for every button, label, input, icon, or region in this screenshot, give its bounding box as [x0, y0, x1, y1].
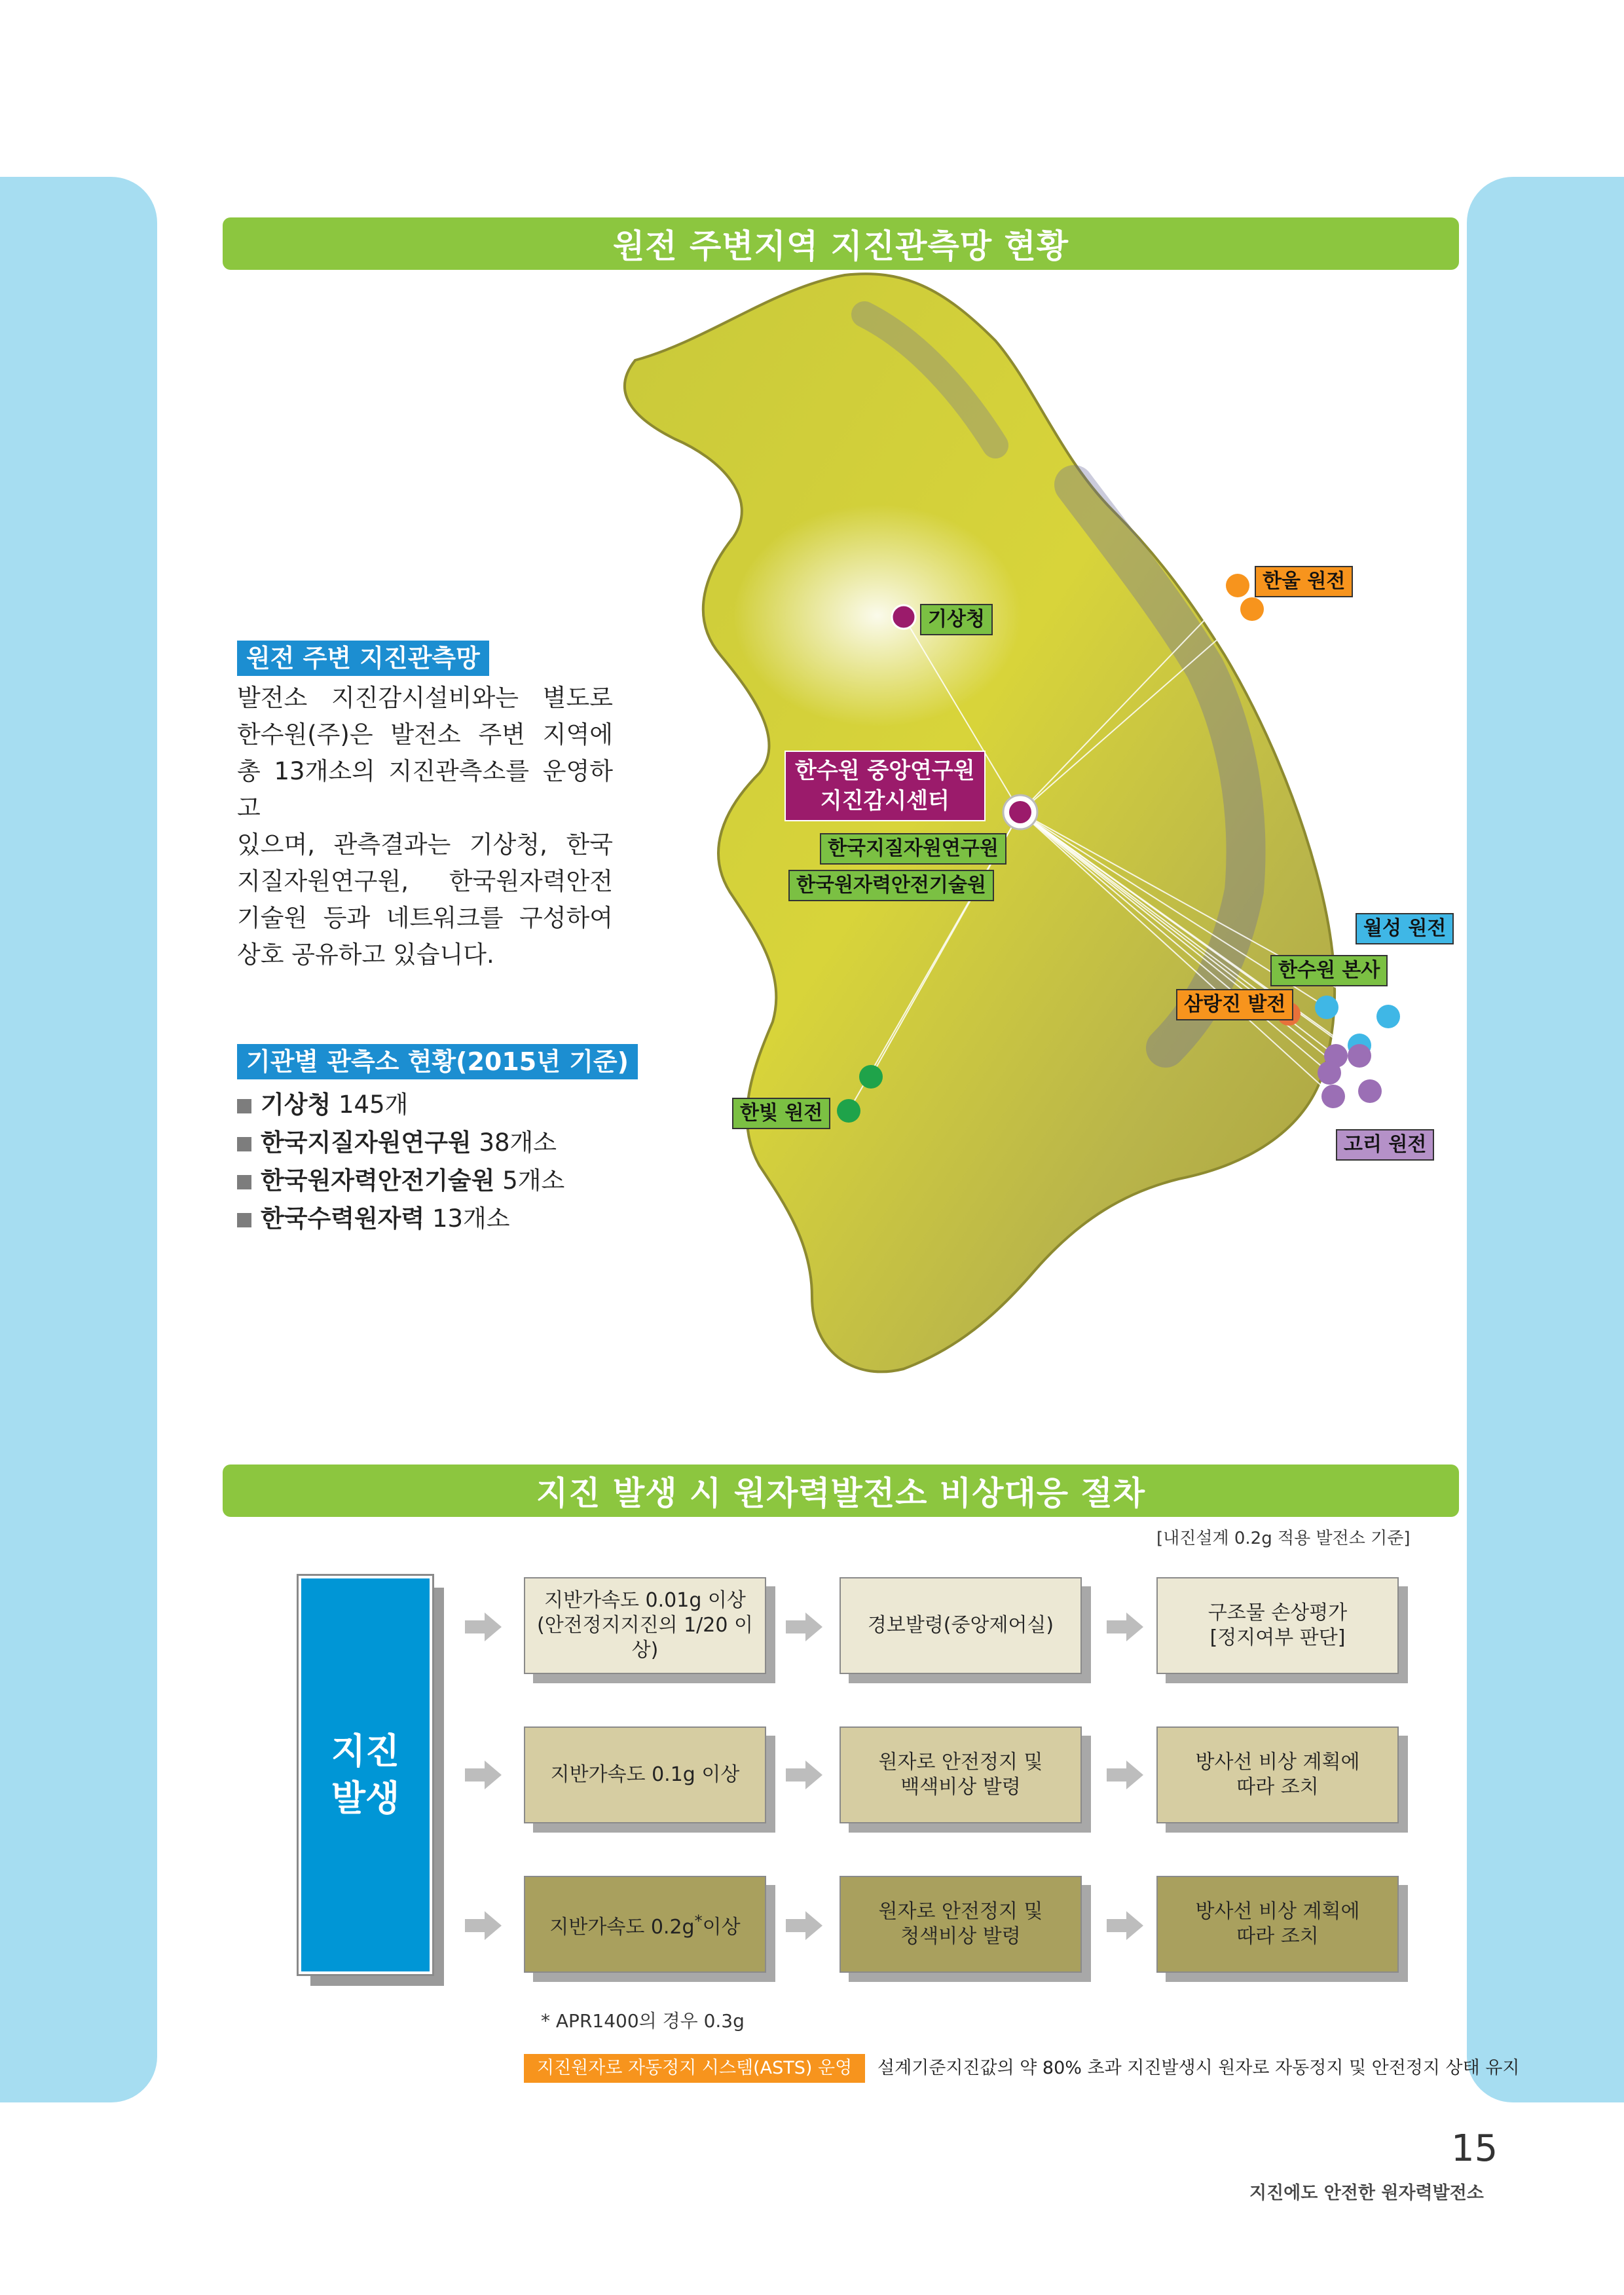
- network-line-2: 한수원(주)은 발전소 주변 지역에: [237, 720, 613, 749]
- arrow-right-icon: [465, 1613, 502, 1641]
- kori-marker-3: [1321, 1085, 1345, 1108]
- row1-action-box: [840, 1577, 1082, 1674]
- label-hanul: 한울 원전: [1255, 566, 1353, 597]
- station-org: 한국수력원자력: [261, 1204, 425, 1233]
- station-item: [237, 1124, 564, 1162]
- section-title-network: 원전 주변지역 지진관측망 현황: [223, 217, 1459, 270]
- row3-action-box: [840, 1876, 1082, 1973]
- wolsong-marker-2: [1376, 1005, 1400, 1028]
- page-number: 15: [1451, 2127, 1498, 2170]
- arrow-right-icon: [1107, 1613, 1143, 1641]
- row1-result-line1: 구조물 손상평가: [1208, 1601, 1348, 1624]
- arrow-right-icon: [465, 1911, 502, 1940]
- station-item: [237, 1200, 564, 1238]
- bullet-square-icon: [237, 1175, 251, 1189]
- network-heading: 원전 주변 지진관측망: [237, 641, 489, 676]
- network-line-3: 총 13개소의 지진관측소를 운영하고: [237, 757, 613, 822]
- row3-condition-star: *: [694, 1912, 703, 1930]
- row3-action-line1: 원자로 안전정지 및: [878, 1900, 1043, 1923]
- station-org: 기상청: [261, 1091, 331, 1119]
- row2-result-box: [1156, 1726, 1399, 1823]
- station-count: 38개소: [479, 1129, 557, 1157]
- row2-result-line1: 방사선 비상 계획에: [1195, 1751, 1360, 1774]
- network-line-1: 발전소 지진감시설비와는 별도로: [237, 684, 613, 712]
- korea-seismic-map: [537, 262, 1441, 1389]
- right-side-tab: [1467, 177, 1624, 2102]
- stations-heading: 기관별 관측소 현황(2015년 기준): [237, 1044, 638, 1079]
- row1-condition-line1: 지반가속도 0.01g 이상: [544, 1589, 746, 1612]
- network-line-7: 상호 공유하고 있습니다.: [237, 941, 494, 969]
- label-center-line2: 지진감시센터: [820, 788, 950, 814]
- hanul-marker-2: [1240, 597, 1264, 621]
- design-basis-note: [내진설계 0.2g 적용 발전소 기준]: [1156, 1529, 1411, 1548]
- row3-condition-tail: 이상: [702, 1916, 741, 1939]
- label-center-line1: 한수원 중앙연구원: [795, 758, 975, 784]
- stations-list: [237, 1086, 564, 1238]
- section-title-procedure: 지진 발생 시 원자력발전소 비상대응 절차: [223, 1465, 1459, 1517]
- kori-marker-4: [1358, 1079, 1382, 1103]
- station-count: 145개: [339, 1091, 409, 1119]
- row2-action-box: [840, 1726, 1082, 1823]
- arrow-right-icon: [1107, 1911, 1143, 1940]
- hanbit-marker-1: [859, 1065, 883, 1089]
- label-kins: 한국원자력안전기술원: [788, 870, 994, 901]
- station-org: 한국지질자원연구원: [261, 1129, 471, 1157]
- row2-action-line2: 백색비상 발령: [900, 1776, 1021, 1799]
- station-item: [237, 1162, 564, 1200]
- row3-condition-box: [524, 1876, 766, 1973]
- label-wolsong: 월성 원전: [1356, 913, 1454, 944]
- bullet-square-icon: [237, 1213, 251, 1227]
- arrow-right-icon: [786, 1761, 822, 1789]
- network-line-5: 지질자원연구원, 한국원자력안전: [237, 867, 613, 895]
- row3-result-line2: 따라 조치: [1236, 1925, 1319, 1948]
- arrow-right-icon: [1107, 1761, 1143, 1789]
- arrow-right-icon: [465, 1761, 502, 1789]
- network-line-6: 기술원 등과 네트워크를 구성하여: [237, 904, 613, 932]
- station-count: 13개소: [432, 1204, 510, 1233]
- hanul-marker-1: [1226, 574, 1249, 597]
- row3-condition-main: 지반가속도 0.2g: [549, 1916, 695, 1939]
- wolsong-marker-1: [1315, 996, 1338, 1019]
- asts-tag: 지진원자로 자동정지 시스템(ASTS) 운영: [524, 2054, 865, 2083]
- row3-condition: [549, 1909, 740, 1940]
- row2-result-line2: 따라 조치: [1236, 1776, 1319, 1799]
- bullet-square-icon: [237, 1137, 251, 1151]
- start-line2: 발생: [331, 1778, 400, 1819]
- start-line1: 지진: [331, 1730, 400, 1772]
- label-kigam: 한국지질자원연구원: [820, 833, 1006, 865]
- network-description: [237, 680, 613, 973]
- earthquake-start-box: [299, 1576, 432, 1974]
- center-marker: [1009, 801, 1031, 823]
- apr1400-footnote: * APR1400의 경우 0.3g: [541, 2010, 745, 2032]
- label-center: [784, 751, 986, 821]
- footer-title: 지진에도 안전한 원자력발전소: [1249, 2183, 1484, 2203]
- row1-condition-line2: (안전정지지진의 1/20 이상): [537, 1614, 753, 1662]
- kori-marker-2: [1318, 1061, 1341, 1085]
- arrow-right-icon: [786, 1911, 822, 1940]
- row1-result-line2: [정지여부 판단]: [1209, 1626, 1346, 1649]
- kma-marker: [892, 605, 915, 629]
- label-samrangjin: 삼랑진 발전: [1176, 989, 1293, 1020]
- hanbit-marker-2: [837, 1099, 860, 1123]
- bullet-square-icon: [237, 1099, 251, 1113]
- left-side-tab: [0, 177, 157, 2102]
- asts-description: 설계기준지진값의 약 80% 초과 지진발생시 원자로 자동정지 및 안전정지 상태 유지: [877, 2058, 1520, 2078]
- row3-result-line1: 방사선 비상 계획에: [1195, 1900, 1360, 1923]
- label-khnp-hq: 한수원 본사: [1270, 955, 1388, 986]
- station-item: [237, 1086, 564, 1124]
- label-kori: 고리 원전: [1336, 1129, 1434, 1161]
- kori-marker-5: [1348, 1044, 1371, 1068]
- row2-action-line1: 원자로 안전정지 및: [878, 1751, 1043, 1774]
- row3-action-line2: 청색비상 발령: [900, 1925, 1021, 1948]
- station-count: 5개소: [502, 1166, 565, 1195]
- station-org: 한국원자력안전기술원: [261, 1166, 495, 1195]
- label-kma: 기상청: [920, 604, 993, 635]
- network-line-4: 있으며, 관측결과는 기상청, 한국: [237, 830, 613, 859]
- label-hanbit: 한빛 원전: [732, 1098, 830, 1129]
- row1-result-box: [1156, 1577, 1399, 1674]
- row2-condition: 지반가속도 0.1g 이상: [550, 1763, 740, 1786]
- row2-condition-box: [524, 1726, 766, 1823]
- row1-action: 경보발령(중앙제어실): [867, 1614, 1054, 1637]
- row1-condition-box: [524, 1577, 766, 1674]
- arrow-right-icon: [786, 1613, 822, 1641]
- row3-result-box: [1156, 1876, 1399, 1973]
